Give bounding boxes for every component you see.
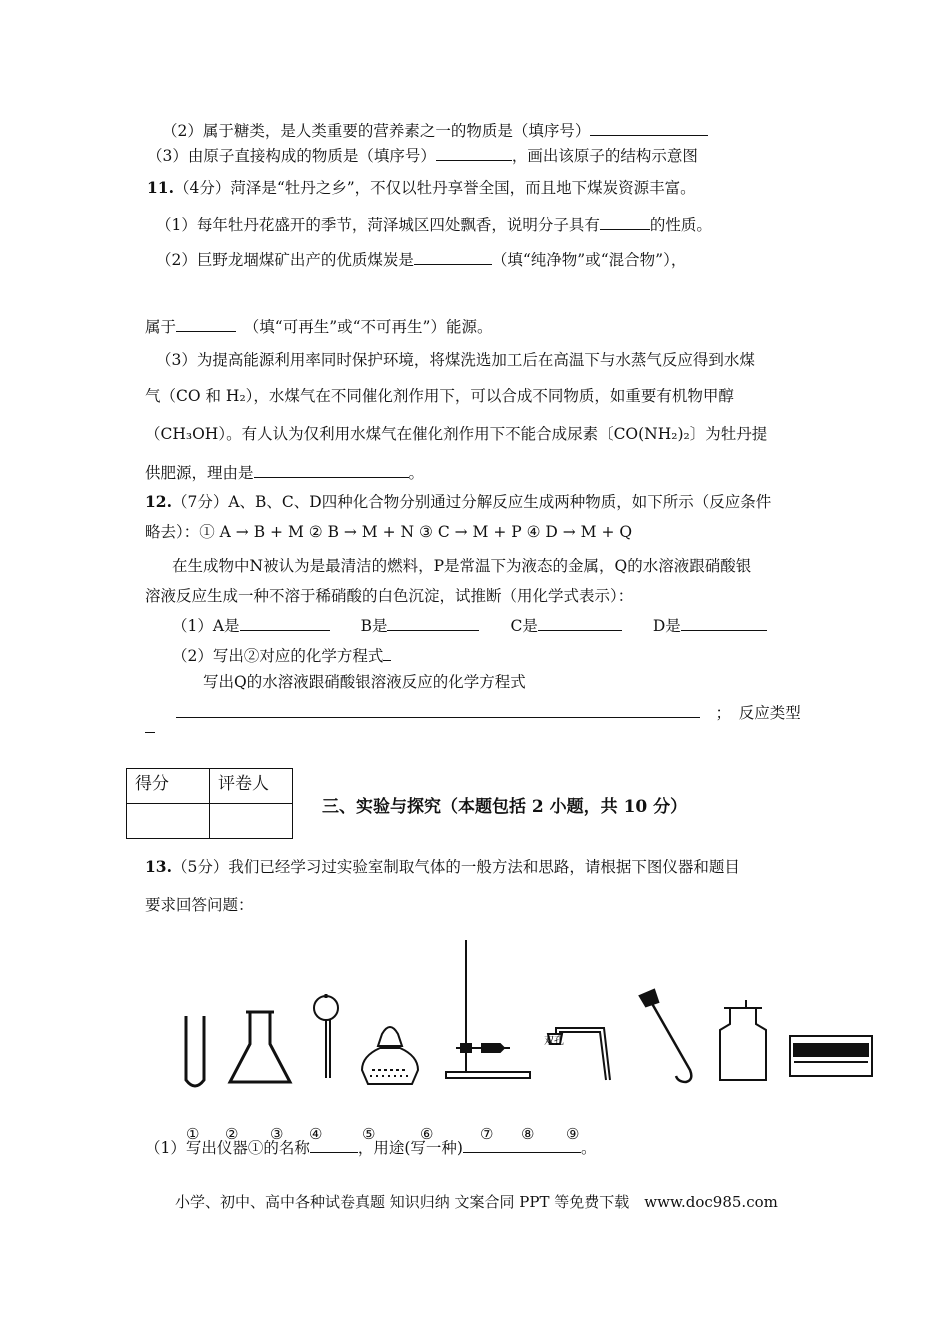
question-number: 12.: [145, 492, 172, 511]
answer-blank[interactable]: [310, 1136, 358, 1153]
q10-part3: [147, 144, 698, 166]
q10-part2: [162, 119, 708, 141]
q13-part1: [145, 1136, 597, 1158]
answer-blank[interactable]: [681, 614, 767, 631]
answer-blank[interactable]: [414, 248, 492, 265]
q11-part3-line1: （3）为提高能源利用率同时保护环境，将煤洗选加工后在高温下与水蒸气反应得到水煤: [156, 351, 755, 369]
alcohol-lamp-icon: [362, 1027, 418, 1084]
question-number: 13.: [145, 857, 172, 876]
q12-part3-answer: [176, 701, 801, 723]
delivery-tube-icon: [640, 990, 691, 1082]
gas-bottle-icon: [720, 1000, 766, 1080]
q11-part3-line3: （CH₃OH）。有人认为仅利用水煤气在催化剂作用下不能合成尿素〔CO(NH₂)₂〕为牡丹提: [145, 425, 768, 443]
test-tube-icon: [186, 1016, 204, 1086]
apparatus-label: ⑥: [420, 1125, 434, 1143]
iron-stand-icon: [446, 940, 530, 1078]
answer-blank[interactable]: [600, 213, 650, 230]
apparatus-label: ⑦: [480, 1125, 494, 1143]
q11-part2-cont: [145, 315, 492, 337]
q12-line1-text: （7分）A、B、C、D四种化合物分别通过分解反应生成两种物质，如下所示（反应条件: [171, 493, 772, 511]
answer-blank[interactable]: [176, 315, 236, 332]
conical-flask-icon: [230, 1012, 290, 1082]
q11-p2-text: （2）巨野龙堌煤矿出产的优质煤炭是: [156, 251, 414, 269]
q12-p1-c: C是: [510, 617, 538, 635]
q12-type-blank: [145, 718, 155, 738]
q13-line1: [145, 857, 740, 877]
q12-p1-d: D是: [652, 617, 681, 635]
answer-blank[interactable]: [538, 614, 622, 631]
q12-p3-tail: ； 反应类型: [715, 704, 801, 722]
q12-part2: [172, 644, 391, 666]
q10-part2-text: （2）属于糖类，是人类重要的营养素之一的物质是（填序号）: [162, 122, 591, 140]
q11-p2-cont-text: 属于: [145, 318, 177, 336]
q12-part3: 写出Q的水溶液跟硝酸银溶液反应的化学方程式: [203, 673, 526, 691]
apparatus-figure: [0, 930, 950, 1090]
q13-p1-end: 。: [580, 1139, 597, 1157]
water-trough-icon: [790, 1036, 872, 1076]
funnel-icon: [314, 994, 338, 1078]
score-cell[interactable]: [127, 804, 210, 839]
q13-p1-mid: ，用途(写一种): [357, 1139, 463, 1157]
q11-part3-line2: 气（CO 和 H₂），水煤气在不同催化剂作用下，可以合成不同物质，如重要有机物甲醇: [145, 387, 734, 405]
q11-stem: [147, 178, 696, 198]
answer-blank[interactable]: [383, 644, 391, 661]
q11-part1: [156, 213, 712, 235]
apparatus-label: ③: [270, 1125, 284, 1143]
q11-p1-text: （1）每年牡丹花盛开的季节，菏泽城区四处飘香，说明分子具有: [156, 216, 600, 234]
q11-part3-line4: [145, 461, 424, 483]
apparatus-label: ⑨: [566, 1125, 580, 1143]
q12-p1-b: B是: [360, 617, 388, 635]
apparatus-label: ④: [309, 1125, 323, 1143]
q11-p2-tail: （填“纯净物”或“混合物”），: [491, 251, 687, 269]
apparatus-label: ②: [225, 1125, 239, 1143]
apparatus-label: ⑤: [362, 1125, 376, 1143]
q13-line1-text: （5分）我们已经学习过实验室制取气体的一般方法和思路，请根据下图仪器和题目: [171, 858, 740, 876]
q10-part3-tail: ，画出该原子的结构示意图: [511, 147, 698, 165]
grader-label: 评卷人: [210, 769, 293, 804]
q11-p3-end: 。: [408, 464, 425, 482]
answer-blank[interactable]: [176, 701, 700, 718]
question-number: 11.: [147, 178, 174, 197]
q12-line4: 溶液反应生成一种不溶于稀硝酸的白色沉淀，试推断（用化学式表示）：: [145, 587, 634, 605]
q13-line2: 要求回答问题：: [145, 896, 254, 914]
answer-blank[interactable]: [590, 119, 708, 136]
answer-blank[interactable]: [254, 461, 409, 478]
apparatus-label: ①: [186, 1125, 200, 1143]
q11-part2: [156, 248, 686, 270]
q11-p1-tail: 的性质。: [649, 216, 712, 234]
q12-line1: [145, 492, 771, 512]
q11-stem-text: （4分）菏泽是“牡丹之乡”，不仅以牡丹享誉全国，而且地下煤炭资源丰富。: [173, 179, 696, 197]
q12-line3: 在生成物中N被认为是最清洁的燃料，P是常温下为液态的金属，Q的水溶液跟硝酸银: [172, 557, 752, 575]
section-title: 三、实验与探究（本题包括 2 小题，共 10 分）: [322, 797, 688, 817]
score-table: [126, 768, 293, 839]
apparatus-label: ⑧: [521, 1125, 535, 1143]
q11-p3-line4-text: 供肥源，理由是: [145, 464, 254, 482]
q12-p2-text: （2）写出②对应的化学方程式: [172, 647, 384, 665]
score-label: 得分: [127, 769, 210, 804]
answer-blank[interactable]: [145, 722, 155, 733]
answer-blank[interactable]: [463, 1136, 581, 1153]
q11-p2-cont-tail: （填“可再生”或“不可再生”）能源。: [251, 318, 493, 336]
answer-blank[interactable]: [436, 144, 512, 161]
q10-part3-text: （3）由原子直接构成的物质是（填序号）: [147, 147, 436, 165]
q12-line2: 略去）：① A → B + M ② B → M + N ③ C → M + P ④ D → M + Q: [145, 523, 633, 541]
answer-blank[interactable]: [387, 614, 479, 631]
grader-cell[interactable]: [210, 804, 293, 839]
page-footer: 小学、初中、高中各种试卷真题 知识归纳 文案合同 PPT 等免费下载 www.doc985.com: [175, 1193, 778, 1211]
q12-part1: [172, 614, 767, 636]
two-hole-label: 双孔: [544, 1036, 564, 1047]
q12-p1-a: （1）A是: [172, 617, 240, 635]
q13-p1-text: （1）写出仪器①的名称: [145, 1139, 310, 1157]
answer-blank[interactable]: [240, 614, 330, 631]
